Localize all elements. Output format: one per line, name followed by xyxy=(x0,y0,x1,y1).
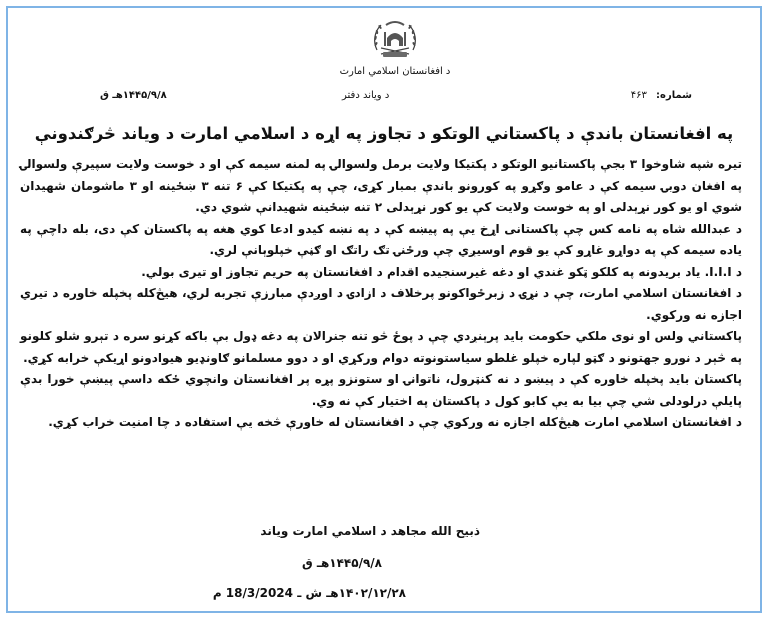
paragraph: تیره شپه شاوخوا ۳ بجې پاکستانیو الوتکو د پکتیکا ولایت برمل ولسوالۍ په لمنه سیمه کې او د خوست ولایت سپیرې ولسوالۍ په افغان دوبۍ سیمه کې د عامو وګړو په کورونو باندې بمبار کړی، چې په پکتیکا کې ۶ تنه ۳ ښځینه او ۳ ماشومان شهیدان شوي او یو کور نړېدلی او په خوست ولایت کې یو کور نړېدلی ۲ تنه ښځینه شهیدانې شوي دي. xyxy=(20,157,742,214)
office-name: د ویاند دفتر xyxy=(342,90,390,101)
paragraph: پاکستاني ولس او نوی ملکي حکومت باید پرېنږدي چې د پوځ څو تنه جنرالان په دغه ډول بې باکه کړنو سره د تېرو شلو کلونو په څېر د نورو جهتونو د ګټو لپاره خپلو غلطو سیاستونوته دوام ورکړي او د دوو مسلمانو ګاونډیو هیوادونو اړیکې خرابه کړي. xyxy=(20,329,742,365)
emblem-icon xyxy=(369,16,421,60)
paragraph: د I.I.I. یاد بریدونه په کلکو ټکو غندي او دغه غیرسنجیده اقدام د افغانستان په حریم تجاوز او تیری بولي. xyxy=(141,264,742,279)
paragraph: پاکستان باید پخپله خاوره کې د پیښو د نه کنټرول، ناتوانۍ او ستونزو پړه پر افغانستان وانچوي ځکه داسې پیښې خورا بدې پایلې درلودلی شي چې بیا به یې کابو کول د پاکستان په اختیار کې نه وي. xyxy=(20,372,742,408)
document-title: په افغانستان باندې د پاکستاني الوتکو د تجاوز په اړه د اسلامي امارت د ویاند څرګندونې xyxy=(34,124,734,143)
paragraph: د افغانستان اسلامي امارت هیڅ‌کله اجازه نه ورکوي چې د افغانستان له خاورې څخه یې استفاده د چا امنیت خراب کړي. xyxy=(48,415,742,429)
document-date: ۱۴۴۵/۹/۸هـ ق xyxy=(100,90,167,101)
signature-dates: ۱۴۰۲/۱۲/۲۸هـ ش ـ 18/3/2024 م xyxy=(212,586,406,600)
document-number xyxy=(631,90,692,101)
issuer-name: د افغانستان اسلامي امارت xyxy=(339,66,451,77)
document-number-value: ۴۶۳ xyxy=(630,90,647,101)
document-number-label: شماره: xyxy=(656,90,692,101)
signature-hijri-date: ۱۴۴۵/۹/۸هـ ق xyxy=(301,556,382,570)
signatory-name: ذبیح الله مجاهد د اسلامي امارت ویاند xyxy=(260,524,480,538)
paragraph: د افغانستان اسلامي امارت، چې د نړۍ د زبرځواکونو پرخلاف د ازادۍ د اوږدې مبارزې تجربه لري، هیڅ‌کله پخپله خاوره د تیري اجازه نه ورکوي. xyxy=(20,286,742,322)
paragraph: د عبدالله شاه په نامه کس چې پاکستانی اړخ یې په پیښه کې د په نښه کیدو ادعا کوي هغه په پاکستان کې دی، بله داچې په یاده سیمه کې په دواړو غاړو کې یو قوم اوسیږي چې ورځنۍ تګ راتګ او ګڼې خپلوېانې لري. xyxy=(20,221,742,257)
document-body xyxy=(20,154,742,434)
